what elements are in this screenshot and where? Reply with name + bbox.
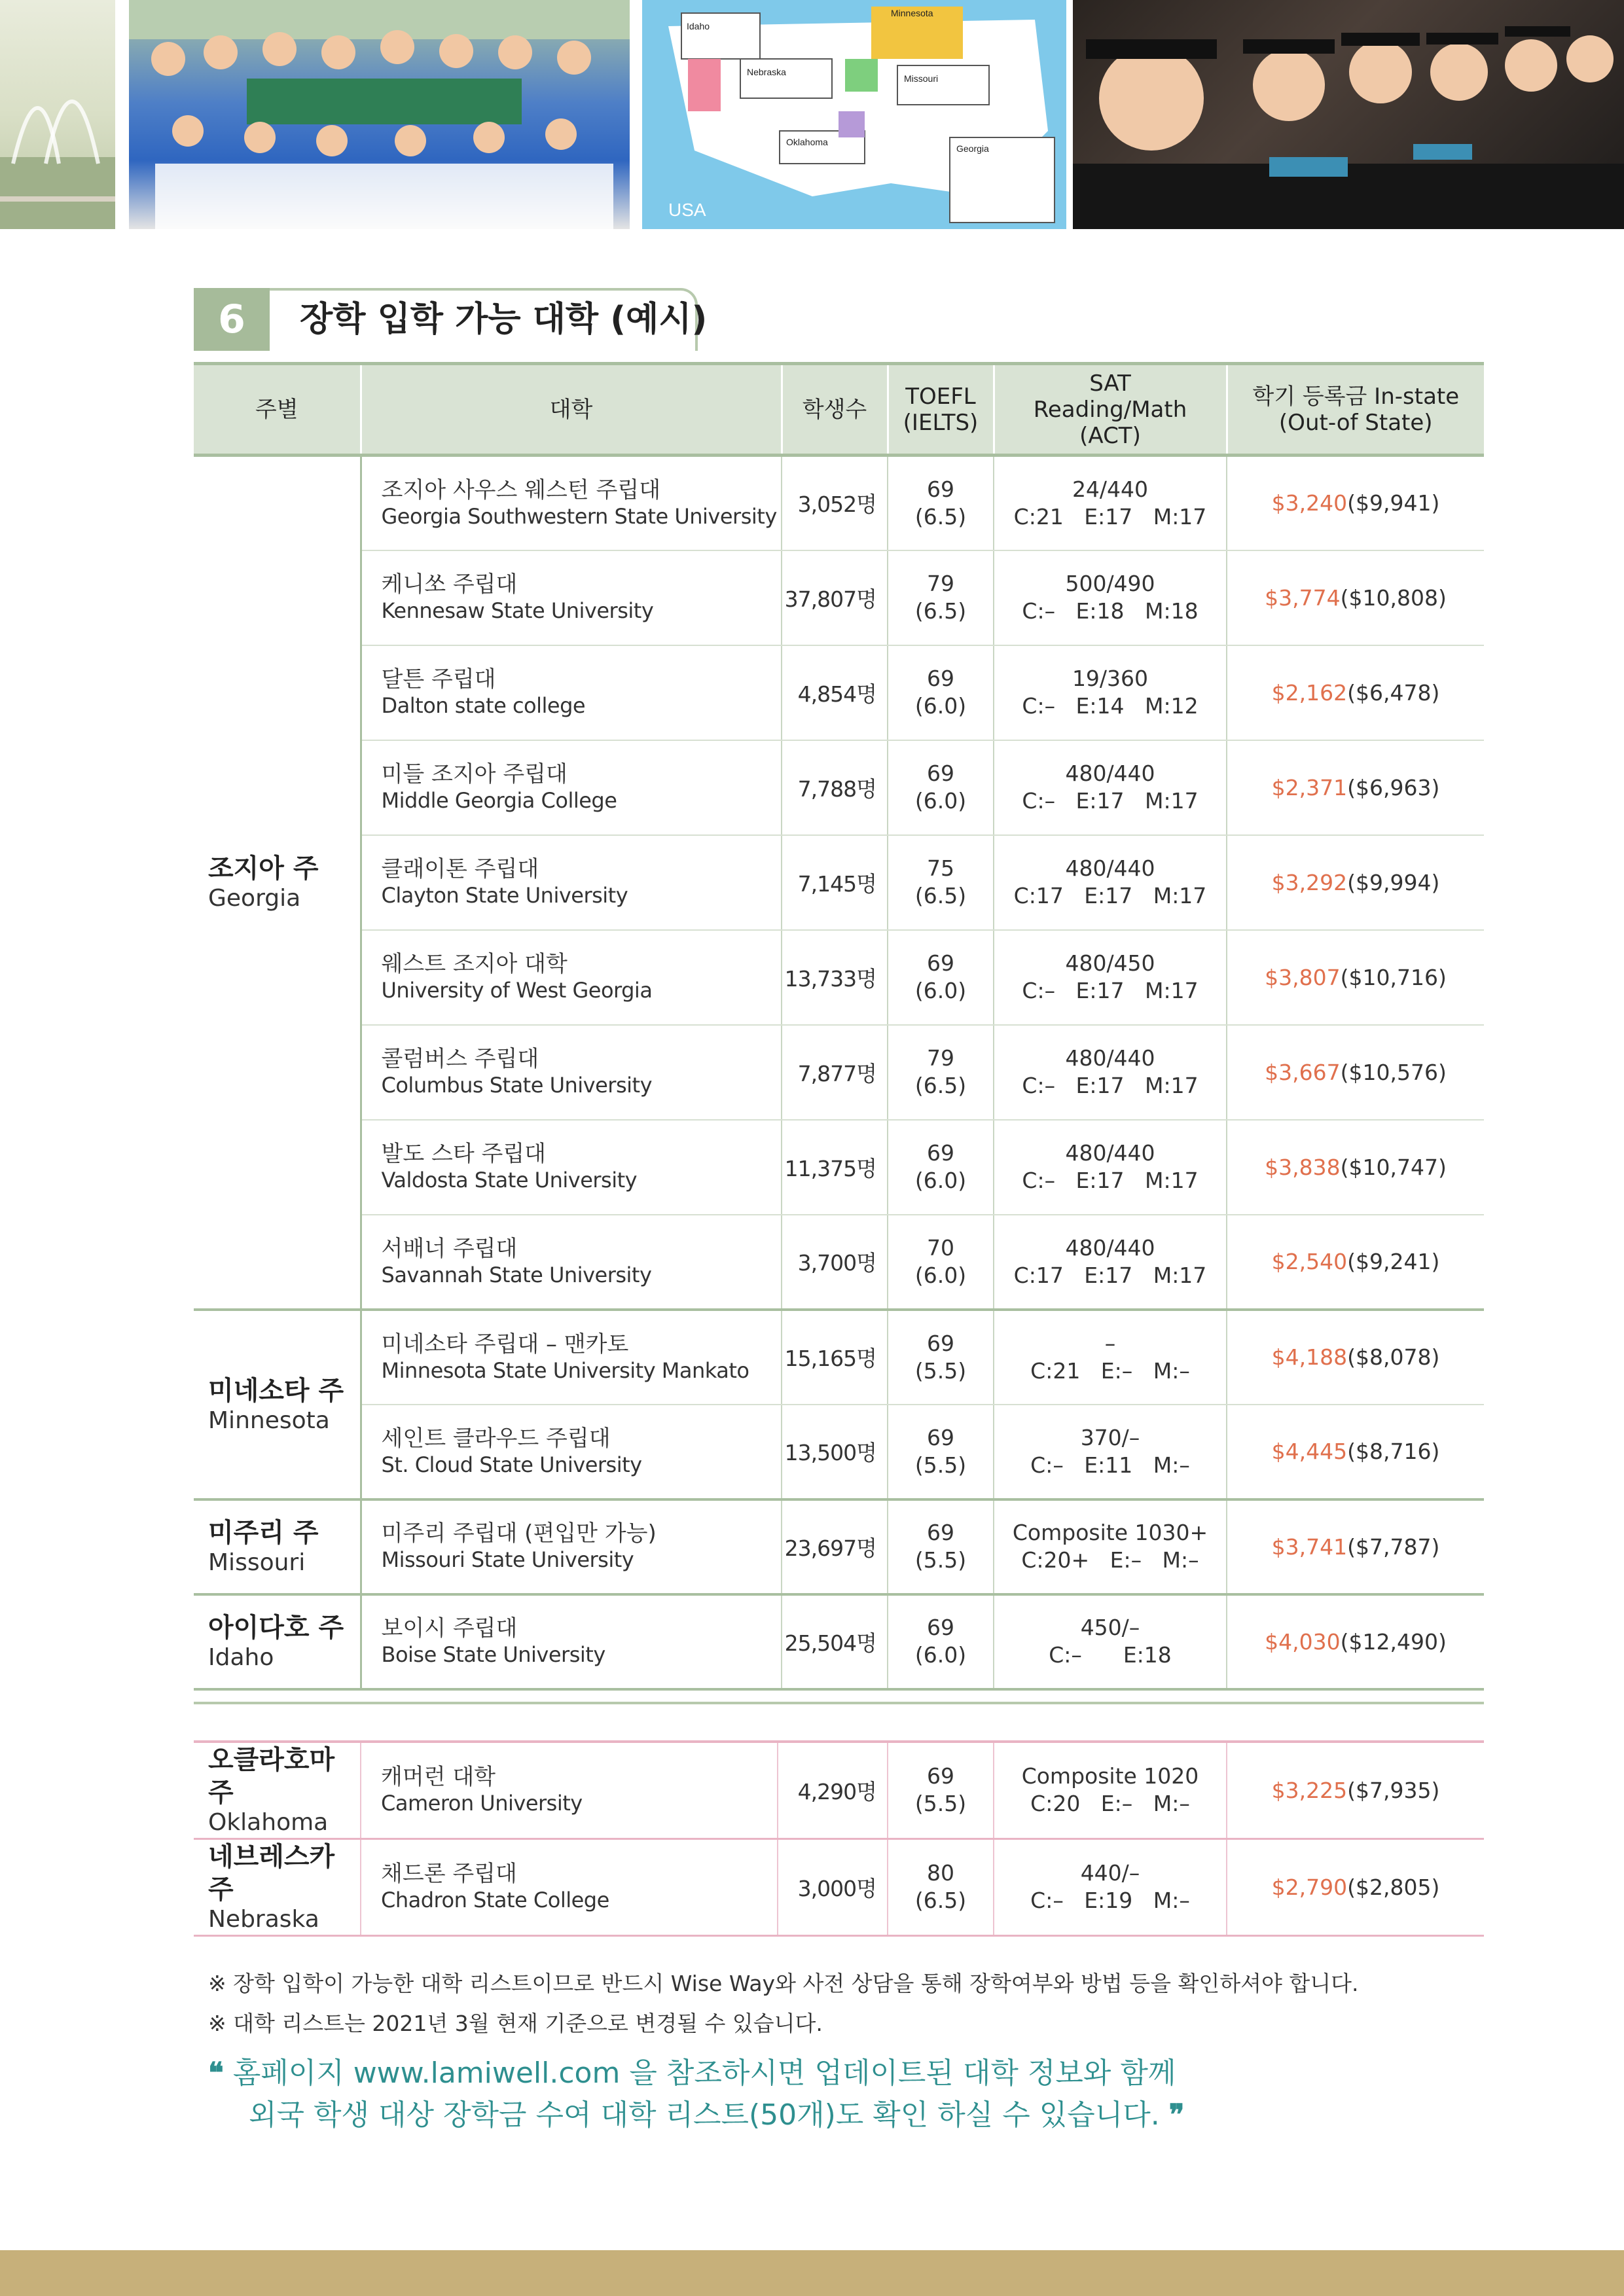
- sat-cell: [994, 1120, 1227, 1215]
- university-name-en: Boise State University: [381, 1642, 605, 1667]
- university-name-kr: 캐머런 대학: [381, 1764, 496, 1791]
- table-header-row: [194, 364, 1484, 456]
- toefl-cell: [888, 740, 994, 835]
- sat-score: 440/–: [1080, 1860, 1140, 1886]
- university-name-en: Clayton State University: [381, 883, 628, 908]
- student-count: 7,788명: [797, 776, 876, 802]
- map-label-idaho: Idaho: [687, 21, 710, 31]
- students-cell: [778, 1742, 888, 1839]
- university-name-en: Kennesaw State University: [381, 598, 654, 623]
- act-score: C:17 E:17 M:17: [1013, 883, 1207, 908]
- tuition-cell: [1227, 835, 1484, 930]
- tuition-out-state: ($7,787): [1347, 1534, 1440, 1560]
- university-name-kr: 달튼 주립대: [381, 666, 496, 692]
- tuition-out-state: ($10,716): [1340, 964, 1447, 990]
- state-name-en: Idaho: [208, 1644, 274, 1671]
- header-sat: SAT Reading/Math (ACT): [994, 364, 1227, 456]
- university-name-en: Savannah State University: [381, 1262, 652, 1287]
- sat-score: 480/440: [1065, 1140, 1155, 1166]
- ielts-score: (6.0): [914, 978, 967, 1003]
- ielts-score: (6.5): [914, 1073, 967, 1098]
- university-cell: [361, 1405, 782, 1499]
- section-title: 장학 입학 가능 대학 (예시): [300, 300, 708, 339]
- university-name-en: St. Cloud State University: [381, 1452, 642, 1477]
- toefl-score: 69: [927, 666, 954, 691]
- state-name-en: Minnesota: [208, 1407, 330, 1434]
- table-separator: [194, 1702, 1484, 1704]
- tuition-out-state: ($10,808): [1340, 584, 1447, 611]
- university-name-en: Minnesota State University Mankato: [381, 1357, 749, 1383]
- map-label-oklahoma: Oklahoma: [786, 137, 828, 147]
- university-cell: [361, 835, 782, 930]
- map-label-nebraska: Nebraska: [747, 67, 786, 77]
- sat-score: 480/440: [1065, 855, 1155, 881]
- sat-score: 480/440: [1065, 761, 1155, 786]
- close-quote-icon: ❞: [1168, 2098, 1185, 2132]
- quote-line-2: [249, 2097, 1184, 2134]
- state-name-en: Georgia: [208, 885, 301, 912]
- tuition-out-state: ($8,078): [1347, 1344, 1440, 1370]
- toefl-score: 79: [927, 571, 954, 596]
- state-name-kr: 미네소타 주: [208, 1375, 344, 1406]
- act-score: C:– E:19 M:–: [1030, 1888, 1190, 1913]
- tuition-cell: [1227, 1310, 1484, 1405]
- university-cell: [361, 1499, 782, 1594]
- toefl-cell: [888, 835, 994, 930]
- act-score: C:– E:14 M:12: [1022, 693, 1199, 719]
- university-name-en: Chadron State College: [381, 1888, 609, 1912]
- ielts-score: (6.5): [914, 1888, 967, 1913]
- act-score: C:– E:18: [1049, 1642, 1172, 1668]
- student-count: 3,052명: [797, 492, 876, 518]
- header-university: 대학: [361, 364, 782, 456]
- sat-cell: [994, 645, 1227, 740]
- sat-score: 19/360: [1072, 666, 1149, 691]
- table-row: [194, 1594, 1484, 1689]
- students-cell: [782, 1025, 888, 1120]
- state-name-kr: 미주리 주: [208, 1518, 319, 1548]
- quote-text-2: 외국 학생 대상 장학금 수여 대학 리스트(50개)도 확인 하실 수 있습니다.: [249, 2098, 1160, 2132]
- toefl-score: 69: [927, 476, 954, 502]
- university-name-en: Cameron University: [381, 1791, 583, 1816]
- university-name-kr: 콜럼버스 주립대: [381, 1046, 539, 1072]
- university-name-kr: 미네소타 주립대 – 맨카토: [381, 1331, 629, 1357]
- sat-score: Composite 1020: [1021, 1763, 1199, 1789]
- tuition-cell: [1227, 1025, 1484, 1120]
- tuition-cell: [1227, 1839, 1484, 1935]
- table-row: [194, 456, 1484, 550]
- students-cell: [782, 1405, 888, 1499]
- sat-score: 480/450: [1065, 950, 1155, 976]
- tuition-in-state: $3,292: [1271, 869, 1348, 895]
- state-cell: [194, 1499, 361, 1594]
- toefl-cell: [888, 1839, 994, 1935]
- act-score: C:– E:17 M:17: [1022, 788, 1199, 814]
- act-score: C:20 E:– M:–: [1030, 1791, 1190, 1817]
- students-cell: [782, 1120, 888, 1215]
- fountain-illustration: [0, 0, 115, 229]
- toefl-cell: [888, 1215, 994, 1310]
- act-score: C:21 E:17 M:17: [1013, 503, 1207, 529]
- tuition-cell: [1227, 1215, 1484, 1310]
- university-cell: [361, 930, 782, 1025]
- university-name-kr: 보이시 주립대: [381, 1615, 518, 1641]
- university-cell: [361, 1215, 782, 1310]
- table-row: [194, 1025, 1484, 1120]
- students-cell: [782, 740, 888, 835]
- state-name-kr: 조지아 주: [208, 853, 319, 884]
- act-score: C:17 E:17 M:17: [1013, 1262, 1207, 1288]
- act-score: C:– E:17 M:17: [1022, 978, 1199, 1003]
- tuition-cell: [1227, 930, 1484, 1025]
- tuition-out-state: ($9,941): [1347, 490, 1440, 516]
- tuition-cell: [1227, 1405, 1484, 1499]
- toefl-score: 69: [927, 1615, 954, 1640]
- university-name-kr: 미주리 주립대 (편입만 가능): [381, 1520, 657, 1547]
- tuition-in-state: $3,667: [1265, 1059, 1341, 1085]
- students-cell: [782, 1215, 888, 1310]
- tuition-cell: [1227, 1499, 1484, 1594]
- sat-score: 480/440: [1065, 1045, 1155, 1071]
- university-name-kr: 케니쏘 주립대: [381, 571, 518, 598]
- university-name-en: Columbus State University: [381, 1073, 652, 1098]
- student-count: 37,807명: [784, 586, 876, 612]
- map-label-missouri: Missouri: [904, 73, 939, 84]
- sat-cell: [994, 835, 1227, 930]
- tuition-out-state: ($2,805): [1347, 1874, 1440, 1900]
- university-cell: [361, 1025, 782, 1120]
- student-count: 25,504명: [784, 1630, 876, 1656]
- university-cell: [361, 456, 782, 550]
- ielts-score: (6.5): [914, 598, 967, 624]
- toefl-score: 69: [927, 950, 954, 976]
- university-name-kr: 세인트 클라우드 주립대: [381, 1425, 611, 1452]
- toefl-score: 80: [927, 1860, 954, 1886]
- table-row: [194, 1310, 1484, 1405]
- ielts-score: (6.0): [914, 1642, 967, 1668]
- university-name-en: Dalton state college: [381, 693, 586, 718]
- sat-cell: [994, 930, 1227, 1025]
- university-name-en: Middle Georgia College: [381, 788, 617, 813]
- tuition-out-state: ($9,994): [1347, 869, 1440, 895]
- student-count: 23,697명: [784, 1535, 876, 1561]
- sat-score: 24/440: [1072, 476, 1149, 502]
- tuition-in-state: $3,838: [1265, 1154, 1341, 1180]
- toefl-cell: [888, 550, 994, 645]
- tuition-in-state: $2,790: [1271, 1874, 1348, 1900]
- university-cell: [361, 740, 782, 835]
- student-count: 15,165명: [784, 1346, 876, 1371]
- university-cell: [361, 550, 782, 645]
- table-row: [194, 1405, 1484, 1499]
- tuition-in-state: $4,188: [1271, 1344, 1348, 1370]
- tuition-out-state: ($7,935): [1347, 1777, 1440, 1803]
- tuition-cell: [1227, 550, 1484, 645]
- sat-score: 480/440: [1065, 1234, 1155, 1261]
- tuition-in-state: $3,807: [1265, 964, 1341, 990]
- ielts-score: (6.0): [914, 693, 967, 719]
- toefl-score: 69: [927, 1763, 954, 1789]
- table-row: [194, 740, 1484, 835]
- toefl-score: 79: [927, 1045, 954, 1071]
- table-row: [194, 835, 1484, 930]
- ielts-score: (5.5): [914, 1547, 967, 1573]
- state-name-kr: 네브레스카 주: [208, 1842, 335, 1905]
- graduates-photo: [1073, 0, 1624, 229]
- note-1: ※ 장학 입학이 가능한 대학 리스트이므로 반드시 Wise Way와 사전 상담을 통해 장학여부와 방법 등을 확인하셔야 합니다.: [208, 1971, 1359, 1996]
- toefl-cell: [888, 1742, 994, 1839]
- sat-score: Composite 1030+: [1012, 1520, 1208, 1545]
- toefl-score: 69: [927, 761, 954, 786]
- tuition-in-state: $2,162: [1271, 679, 1348, 706]
- student-count: 13,500명: [784, 1440, 876, 1465]
- sat-cell: [994, 456, 1227, 550]
- tuition-out-state: ($12,490): [1340, 1628, 1447, 1655]
- table-row: [194, 550, 1484, 645]
- toefl-score: 69: [927, 1330, 954, 1356]
- sat-cell: [994, 1839, 1227, 1935]
- table-row: [194, 1215, 1484, 1310]
- ielts-score: (6.5): [914, 883, 967, 908]
- state-cell: [194, 1839, 361, 1935]
- tuition-in-state: $3,240: [1271, 490, 1348, 516]
- toefl-cell: [888, 1025, 994, 1120]
- tuition-cell: [1227, 1742, 1484, 1839]
- tuition-cell: [1227, 1594, 1484, 1689]
- tuition-in-state: $4,445: [1271, 1439, 1348, 1464]
- table-row: [194, 1839, 1484, 1935]
- university-cell: [361, 1120, 782, 1215]
- ielts-score: (5.5): [914, 1357, 967, 1384]
- tuition-out-state: ($6,478): [1347, 679, 1440, 706]
- student-count: 7,145명: [797, 870, 876, 897]
- header-toefl: TOEFL (IELTS): [888, 364, 994, 456]
- ielts-score: (5.5): [914, 1791, 967, 1817]
- state-cell: [194, 1594, 361, 1689]
- open-quote-icon: ❝: [208, 2056, 224, 2090]
- state-name-kr: 아이다호 주: [208, 1613, 344, 1643]
- table-row: [194, 1120, 1484, 1215]
- student-count: 4,854명: [797, 681, 876, 707]
- state-cell: [194, 456, 361, 1310]
- university-cell: [361, 1310, 782, 1405]
- note-2: ※ 대학 리스트는 2021년 3월 현재 기준으로 변경될 수 있습니다.: [208, 2011, 823, 2036]
- students-cell: [778, 1839, 888, 1935]
- sat-cell: [994, 1594, 1227, 1689]
- toefl-cell: [888, 456, 994, 550]
- tuition-in-state: $2,371: [1271, 774, 1348, 800]
- tuition-cell: [1227, 740, 1484, 835]
- university-name-kr: 웨스트 조지아 대학: [381, 951, 568, 977]
- sat-score: –: [1104, 1330, 1116, 1356]
- university-name-kr: 클래이톤 주립대: [381, 856, 539, 882]
- state-cell: [194, 1310, 361, 1499]
- table-row: [194, 1742, 1484, 1839]
- act-score: C:– E:17 M:17: [1022, 1168, 1199, 1193]
- university-name-en: University of West Georgia: [381, 978, 653, 1003]
- toefl-cell: [888, 1594, 994, 1689]
- sat-cell: [994, 740, 1227, 835]
- quote-text-1: 홈페이지 www.lamiwell.com 을 참조하시면 업데이트된 대학 정보와 함께: [232, 2056, 1176, 2090]
- university-cell: [361, 645, 782, 740]
- university-table: [194, 362, 1484, 1691]
- tuition-cell: [1227, 1120, 1484, 1215]
- act-score: C:– E:18 M:18: [1022, 598, 1199, 624]
- header-tuition: 학기 등록금 In-state (Out-of State): [1227, 364, 1484, 456]
- toefl-score: 69: [927, 1424, 954, 1450]
- ielts-score: (5.5): [914, 1452, 967, 1478]
- toefl-cell: [888, 1310, 994, 1405]
- act-score: C:21 E:– M:–: [1030, 1357, 1190, 1384]
- graduates-illustration: [1073, 0, 1624, 229]
- map-label-usa: USA: [668, 200, 706, 220]
- students-cell: [782, 930, 888, 1025]
- campus-fountain-photo: [0, 0, 115, 229]
- students-cell: [782, 456, 888, 550]
- student-count: 11,375명: [784, 1155, 876, 1181]
- table-row: [194, 930, 1484, 1025]
- tuition-out-state: ($10,747): [1340, 1154, 1447, 1180]
- state-name-en: Missouri: [208, 1549, 306, 1576]
- state-cell: [194, 1742, 361, 1839]
- act-score: C:– E:17 M:17: [1022, 1073, 1199, 1098]
- toefl-cell: [888, 1499, 994, 1594]
- students-cell: [782, 1499, 888, 1594]
- table-row: [194, 645, 1484, 740]
- map-label-georgia: Georgia: [956, 143, 989, 154]
- footer-bar: [0, 2250, 1624, 2296]
- sat-score: 450/–: [1080, 1615, 1140, 1640]
- section-number: 6: [194, 288, 270, 351]
- student-count: 3,000명: [797, 1875, 876, 1901]
- ielts-score: (6.5): [914, 503, 967, 529]
- tuition-out-state: ($10,576): [1340, 1059, 1447, 1085]
- sat-cell: [994, 1310, 1227, 1405]
- map-label-minnesota: Minnesota: [891, 8, 933, 18]
- sat-cell: [994, 550, 1227, 645]
- sat-cell: [994, 1405, 1227, 1499]
- students-cell: [782, 645, 888, 740]
- toefl-score: 70: [927, 1234, 954, 1261]
- university-name-en: Missouri State University: [381, 1547, 634, 1572]
- toefl-cell: [888, 1405, 994, 1499]
- toefl-score: 69: [927, 1520, 954, 1545]
- university-name-en: Georgia Southwestern State University: [381, 503, 777, 529]
- group-photo: [129, 0, 630, 229]
- tuition-in-state: $2,540: [1271, 1249, 1348, 1274]
- toefl-score: 69: [927, 1140, 954, 1166]
- university-name-kr: 채드론 주립대: [381, 1861, 517, 1887]
- state-name-kr: 오클라호마 주: [208, 1745, 335, 1808]
- sat-score: 370/–: [1080, 1424, 1140, 1450]
- toefl-cell: [888, 645, 994, 740]
- usa-map-photo: [642, 0, 1066, 229]
- tuition-in-state: $3,774: [1265, 584, 1341, 611]
- students-cell: [782, 835, 888, 930]
- tuition-cell: [1227, 456, 1484, 550]
- students-cell: [782, 550, 888, 645]
- university-name-kr: 서배너 주립대: [381, 1235, 518, 1262]
- student-count: 4,290명: [797, 1778, 876, 1804]
- university-table-extra: [194, 1740, 1484, 1937]
- university-cell: [361, 1742, 778, 1839]
- ielts-score: (6.0): [914, 1168, 967, 1193]
- university-name-en: Valdosta State University: [381, 1168, 638, 1193]
- students-cell: [782, 1310, 888, 1405]
- tuition-in-state: $4,030: [1265, 1628, 1341, 1655]
- university-cell: [361, 1839, 778, 1935]
- toefl-score: 75: [927, 855, 954, 881]
- quote-line-1: [208, 2055, 1176, 2092]
- university-name-kr: 조지아 사우스 웨스턴 주립대: [381, 476, 661, 503]
- sat-cell: [994, 1742, 1227, 1839]
- tuition-cell: [1227, 645, 1484, 740]
- table-row: [194, 1499, 1484, 1594]
- group-photo-illustration: [129, 0, 630, 229]
- student-count: 3,700명: [797, 1250, 876, 1276]
- university-cell: [361, 1594, 782, 1689]
- sat-cell: [994, 1499, 1227, 1594]
- usa-map-illustration: [642, 0, 1066, 229]
- tuition-out-state: ($9,241): [1347, 1249, 1440, 1274]
- act-score: C:– E:11 M:–: [1030, 1452, 1190, 1478]
- state-name-en: Oklahoma: [208, 1809, 329, 1837]
- toefl-cell: [888, 930, 994, 1025]
- university-name-kr: 미들 조지아 주립대: [381, 761, 568, 787]
- tuition-in-state: $3,741: [1271, 1534, 1348, 1560]
- toefl-cell: [888, 1120, 994, 1215]
- header-state: 주별: [194, 364, 361, 456]
- tuition-in-state: $3,225: [1271, 1777, 1348, 1803]
- sat-cell: [994, 1025, 1227, 1120]
- students-cell: [782, 1594, 888, 1689]
- ielts-score: (6.0): [914, 788, 967, 814]
- university-name-kr: 발도 스타 주립대: [381, 1141, 547, 1167]
- state-name-en: Nebraska: [208, 1906, 319, 1933]
- tuition-out-state: ($6,963): [1347, 774, 1440, 800]
- ielts-score: (6.0): [914, 1262, 967, 1288]
- tuition-out-state: ($8,716): [1347, 1439, 1440, 1464]
- sat-cell: [994, 1215, 1227, 1310]
- header-students: 학생수: [782, 364, 888, 456]
- sat-score: 500/490: [1065, 571, 1155, 596]
- student-count: 7,877명: [797, 1060, 876, 1086]
- student-count: 13,733명: [784, 965, 876, 992]
- act-score: C:20+ E:– M:–: [1021, 1547, 1199, 1573]
